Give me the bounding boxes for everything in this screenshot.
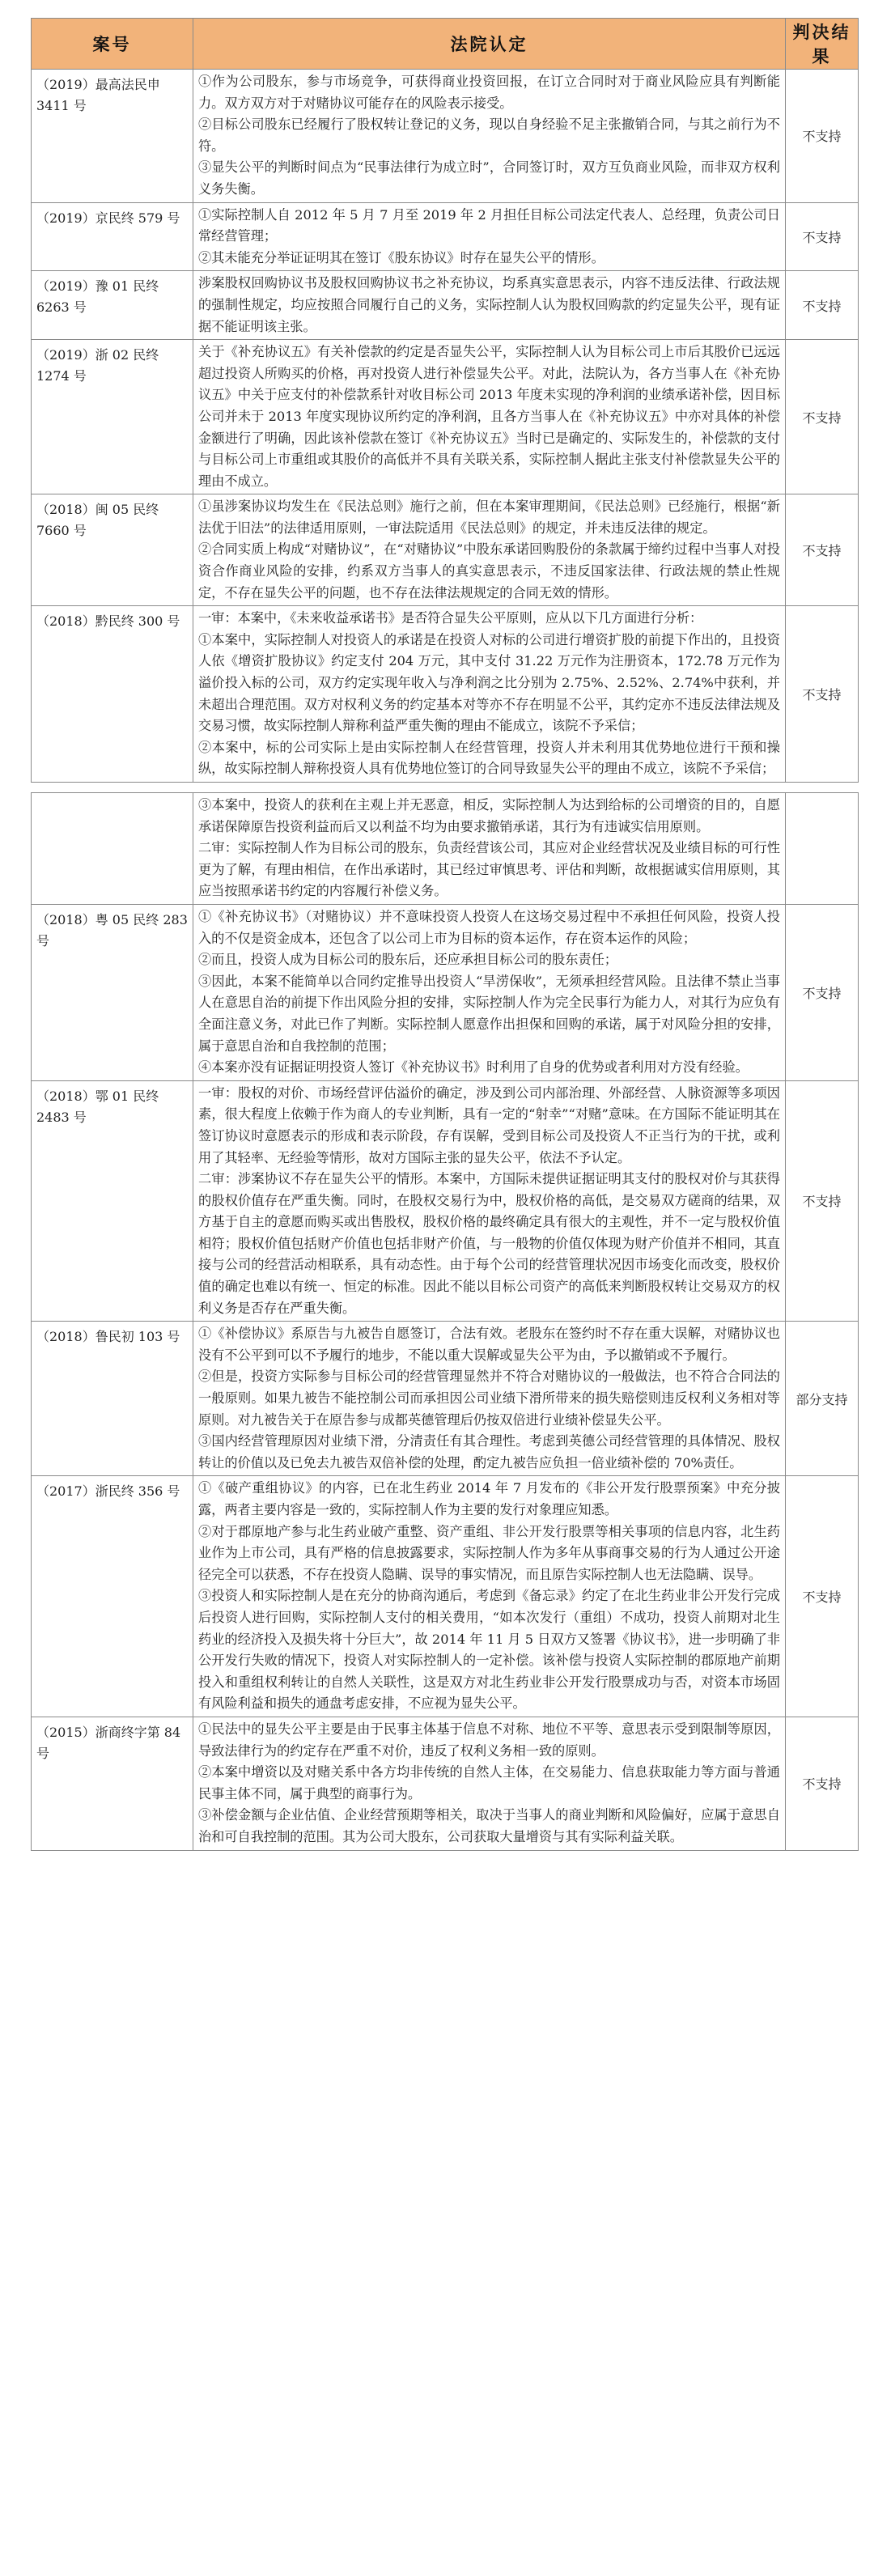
finding-paragraph: ③投资人和实际控制人是在充分的协商沟通后，考虑到《备忘录》约定了在北生药业非公开发行完成后投资人进行回购，实际控制人支付的相关费用，“如本次发行（重组）不成功，投资人前期对北生药业的经济投入及损失将十分巨大”，故 2014 年 11 月 5 日双方又签署《协议书》，进一步明确了非公开发行失败的情况下，投资人对实际控制人的一定补偿。该补偿与投资人实际控制的郡原地产前期投入和重组权利转让的自然人关联性，这是双方对北生药业非公开发行股票成功与否，对资本市场固有风险利益和损失的通盘考虑安排，不应视为显失公平。 [198, 1588, 780, 1712]
judgment-result-cell: 不支持 [786, 271, 859, 340]
finding-paragraph: ①《补偿协议》系原告与九被告自愿签订，合法有效。老股东在签约时不存在重大误解，对赌协议也没有不公平到可以不予履行的地步，不能以重大误解或显失公平为由，予以撤销或不予履行。 [198, 1326, 780, 1363]
finding-paragraph: ②目标公司股东已经履行了股权转让登记的义务，现以自身经验不足主张撤销合同，与其之前行为不符。 [198, 117, 780, 154]
header-court-finding: 法院认定 [193, 19, 786, 70]
finding-paragraph: 涉案股权回购协议书及股权回购协议书之补充协议，均系真实意思表示，内容不违反法律、行政法规的强制性规定，均应按照合同履行自己的义务，实际控制人认为股权回购款的约定显失公平，现有证据不能证明该主张。 [198, 275, 780, 334]
case-number-cell: （2019）豫 01 民终 6263 号 [32, 271, 193, 340]
table-row [32, 202, 859, 271]
finding-paragraph: ②对于郡原地产参与北生药业破产重整、资产重组、非公开发行股票等相关事项的信息内容，北生药业作为上市公司，具有严格的信息披露要求，实际控制人作为多年从事商事交易的行为人通过公开途径完全可以获悉，不存在投资人隐瞒、误导的事实情况，而且原告实际控制人也无法隐瞒、误导。 [198, 1523, 780, 1582]
court-finding-cell [193, 202, 786, 271]
finding-paragraph: ②合同实质上构成“对赌协议”，在“对赌协议”中股东承诺回购股份的条款属于缔约过程中当事人对投资合作商业风险的安排，约系双方当事人的真实意思表示，不违反国家法律、行政法规的禁止性规定，不存在显失公平的问题，也不存在法律法规规定的合同无效的情形。 [198, 541, 780, 601]
finding-paragraph: ①作为公司股东，参与市场竞争，可获得商业投资回报，在订立合同时对于商业风险应具有判断能力。双方双方对于对赌协议可能存在的风险表示接受。 [198, 74, 780, 111]
finding-paragraph: 一审：股权的对价、市场经营评估溢价的确定，涉及到公司内部治理、外部经营、人脉资源等多项因素，很大程度上依赖于作为商人的专业判断，具有一定的“射幸”“对赌”意味。在方国际不能证明其在签订协议时意愿表示的形成和表示阶段，存有误解，受到目标公司及投资人不正当行为的干扰，或利用了其轻率、无经验等情形，故对方国际主张的显失公平，依法不予认定。 [198, 1084, 780, 1165]
finding-paragraph: ④本案亦没有证据证明投资人签订《补充协议书》时利用了自身的优势或者利用对方没有经验。 [198, 1059, 749, 1076]
case-number-cell: （2018）鲁民初 103 号 [32, 1322, 193, 1476]
court-finding-cell [193, 1476, 786, 1717]
finding-paragraph: ①虽涉案协议均发生在《民法总则》施行之前，但在本案审理期间，《民法总则》已经施行，根据“新法优于旧法”的法律适用原则，一审法院适用《民法总则》的规定，并未违反法律的规定。 [198, 499, 780, 536]
judgment-table [31, 18, 859, 1851]
table-row [32, 1322, 859, 1476]
case-number-cell: （2018）黔民终 300 号 [32, 606, 193, 783]
judgment-result-cell: 不支持 [786, 70, 859, 203]
finding-paragraph: ②但是，投资方实际参与目标公司的经营管理显然并不符合对赌协议的一般做法，也不符合合同法的一般原则。如果九被告不能控制公司而承担因公司业绩下滑所带来的损失赔偿则违反权利义务相对等原则。对九被告关于在原告参与成都英德管理后仍按双倍进行业绩补偿显失公平。 [198, 1369, 780, 1428]
judgment-table-sheet [31, 18, 858, 1851]
finding-paragraph: 关于《补充协议五》有关补偿款的约定是否显失公平，实际控制人认为目标公司上市后其股价已远远超过投资人所购买的价格，再对投资人进行补偿显失公平。对此，法院认为，各方当事人在《补充协议五》中关于应支付的补偿款系针对收目标公司 2013 年度未实现的净利润的业绩承诺补偿，因目标公司并未于 2013 年度实现协议所约定的净利润，且各方当事人在《补充协议五》中亦对具体的补偿金额进行了明确，因此该补偿款在签订《补充协议五》当时已是确定的、实际发生的，补偿款的支付与目标公司上市重组或其股价的高低并不具有关联关系，实际控制人据此主张支付补偿款显失公平的理由不成立。 [198, 344, 780, 489]
table-header-row [32, 19, 859, 70]
table-row [32, 1476, 859, 1717]
table-row [32, 606, 859, 783]
case-number-cell: （2015）浙商终字第 84 号 [32, 1717, 193, 1850]
court-finding-cell [193, 70, 786, 203]
table-row [32, 271, 859, 340]
finding-paragraph: 二审：涉案协议不存在显失公平的情形。本案中，方国际未提供证据证明其支付的股权对价与其获得的股权价值存在严重失衡。同时，在股权交易行为中，股权价格的高低，是交易双方磋商的结果，双方基于自主的意愿而购买或出售股权，股权价格的最终确定具有很大的主观性，并不一定与股权价值相符；股权价值包括财产价值也包括非财产价值，与一般物的价值仅体现为财产价值并不相同，其直接与公司的经营活动相联系，具有动态性。由于每个公司的经营管理状况因市场变化而改变，股权价值的确定也难以有统一、恒定的标准。因此不能以目标公司资产的高低来判断股权转让交易双方的权利义务是否存在严重失衡。 [198, 1171, 780, 1316]
finding-paragraph: 二审：实际控制人作为目标公司的股东，负责经营该公司，其应对企业经营状况及业绩目标的可行性更为了解，有理由相信，在作出承诺时，其已经过审慎思考、评估和判断，故根据诚实信用原则，其应当按照承诺书约定的内容履行补偿义务。 [198, 840, 780, 899]
finding-paragraph: ③因此，本案不能简单以合同约定推导出投资人“旱涝保收”，无须承担经营风险。且法律不禁止当事人在意思自治的前提下作出风险分担的安排，实际控制人作为完全民事行为能力人，对其行为应负有全面注意义务，对此已作了判断。实际控制人愿意作出担保和回购的承诺，属于对风险分担的安排，属于意思自治和自我控制的范围； [198, 973, 780, 1054]
finding-paragraph: ②本案中，标的公司实际上是由实际控制人在经营管理，投资人并未利用其优势地位进行干预和操纵，故实际控制人辩称投资人具有优势地位签订的合同导致显失公平的理由不成立，该院不予采信； [198, 739, 780, 777]
court-finding-cell [193, 904, 786, 1080]
table-row [32, 340, 859, 494]
header-judgment-result: 判决结果 [786, 19, 859, 70]
table-row [32, 494, 859, 606]
court-finding-cell [193, 1080, 786, 1322]
case-number-cell: （2018）闽 05 民终 7660 号 [32, 494, 193, 606]
table-row [32, 1717, 859, 1850]
finding-paragraph: ②其未能充分举证证明其在签订《股东协议》时存在显失公平的情形。 [198, 249, 605, 265]
court-finding-cell [193, 271, 786, 340]
court-finding-cell [193, 606, 786, 783]
judgment-result-cell: 不支持 [786, 606, 859, 783]
finding-paragraph: ③本案中，投资人的获利在主观上并无恶意，相反，实际控制人为达到给标的公司增资的目的，自愿承诺保障原告投资利益而后又以利益不均为由要求撤销承诺，其行为有违诚实信用原则。 [198, 797, 780, 834]
court-finding-cell [193, 1322, 786, 1476]
table-row [32, 793, 859, 905]
finding-paragraph: ③国内经营管理原因对业绩下滑，分清责任有其合理性。考虑到英德公司经营管理的具体情况、股权转让的价值以及已免去九被告双倍补偿的处理，酌定九被告应负担一倍业绩补偿的 70%责任。 [198, 1433, 780, 1470]
judgment-result-cell: 不支持 [786, 904, 859, 1080]
judgment-result-cell [786, 793, 859, 905]
table-body [32, 70, 859, 1851]
finding-paragraph: ③补偿金额与企业估值、企业经营预期等相关，取决于当事人的商业判断和风险偏好，应属于意思自治和可自我控制的范围。其为公司大股东，公司获取大量增资与其有实际利益关联。 [198, 1807, 780, 1844]
case-number-cell: （2017）浙民终 356 号 [32, 1476, 193, 1717]
case-number-cell: （2018）粤 05 民终 283 号 [32, 904, 193, 1080]
judgment-result-cell: 不支持 [786, 494, 859, 606]
case-number-cell [32, 793, 193, 905]
case-number-cell: （2019）京民终 579 号 [32, 202, 193, 271]
table-row [32, 70, 859, 203]
finding-paragraph: ①民法中的显失公平主要是由于民事主体基于信息不对称、地位不平等、意思表示受到限制等原因，导致法律行为的约定存在严重不对价，违反了权利义务相一致的原则。 [198, 1721, 780, 1759]
judgment-result-cell: 不支持 [786, 1080, 859, 1322]
page-break-gap [32, 783, 859, 793]
judgment-result-cell: 部分支持 [786, 1322, 859, 1476]
court-finding-cell [193, 494, 786, 606]
court-finding-cell [193, 1717, 786, 1850]
judgment-result-cell: 不支持 [786, 340, 859, 494]
finding-paragraph: ①《补充协议书》（对赌协议）并不意味投资人投资人在这场交易过程中不承担任何风险，投资人投入的不仅是资金成本，还包含了以公司上市为目标的资本运作，存在资本运作的风险； [198, 908, 780, 946]
case-number-cell: （2018）鄂 01 民终 2483 号 [32, 1080, 193, 1322]
finding-paragraph: ①本案中，实际控制人对投资人的承诺是在投资人对标的公司进行增资扩股的前提下作出的，且投资人依《增资扩股协议》约定支付 204 万元，其中支付 31.22 万元作为注册资本，172.78 万元作为溢价投入标的公司，双方约定实现年收入与净利润之比分别为 2.75%、2.52%、2.74%中获利，并未超出合理范围。双方对权利义务的约定基本对等亦不存在明显不公平，其约定亦不违反法律法规及交易习惯，故实际控制人辩称利益严重失衡的理由不能成立，该院不予采信； [198, 631, 780, 734]
finding-paragraph: 一审：本案中，《未来收益承诺书》是否符合显失公平原则，应从以下几方面进行分析： [198, 610, 703, 626]
finding-paragraph: ②而且，投资人成为目标公司的股东后，还应承担目标公司的股东责任； [198, 952, 617, 968]
finding-paragraph: ①《破产重组协议》的内容，已在北生药业 2014 年 7 月发布的《非公开发行股票预案》中充分披露，两者主要内容是一致的，实际控制人作为主要的发行对象理应知悉。 [198, 1480, 780, 1517]
case-number-cell: （2019）最高法民申 3411 号 [32, 70, 193, 203]
judgment-result-cell: 不支持 [786, 1476, 859, 1717]
judgment-result-cell: 不支持 [786, 202, 859, 271]
table-row [32, 904, 859, 1080]
table-row [32, 1080, 859, 1322]
case-number-cell: （2019）浙 02 民终 1274 号 [32, 340, 193, 494]
finding-paragraph: ③显失公平的判断时间点为“民事法律行为成立时”，合同签订时，双方互负商业风险，而非双方权利义务失衡。 [198, 159, 780, 197]
court-finding-cell [193, 340, 786, 494]
header-case-number: 案号 [32, 19, 193, 70]
finding-paragraph: ②本案中增资以及对赌关系中各方均非传统的自然人主体，在交易能力、信息获取能力等方面与普通民事主体不同，属于典型的商事行为。 [198, 1764, 780, 1802]
judgment-result-cell: 不支持 [786, 1717, 859, 1850]
court-finding-cell [193, 793, 786, 905]
finding-paragraph: ①实际控制人自 2012 年 5 月 7 月至 2019 年 2 月担任目标公司法定代表人、总经理，负责公司日常经营管理； [198, 206, 780, 244]
